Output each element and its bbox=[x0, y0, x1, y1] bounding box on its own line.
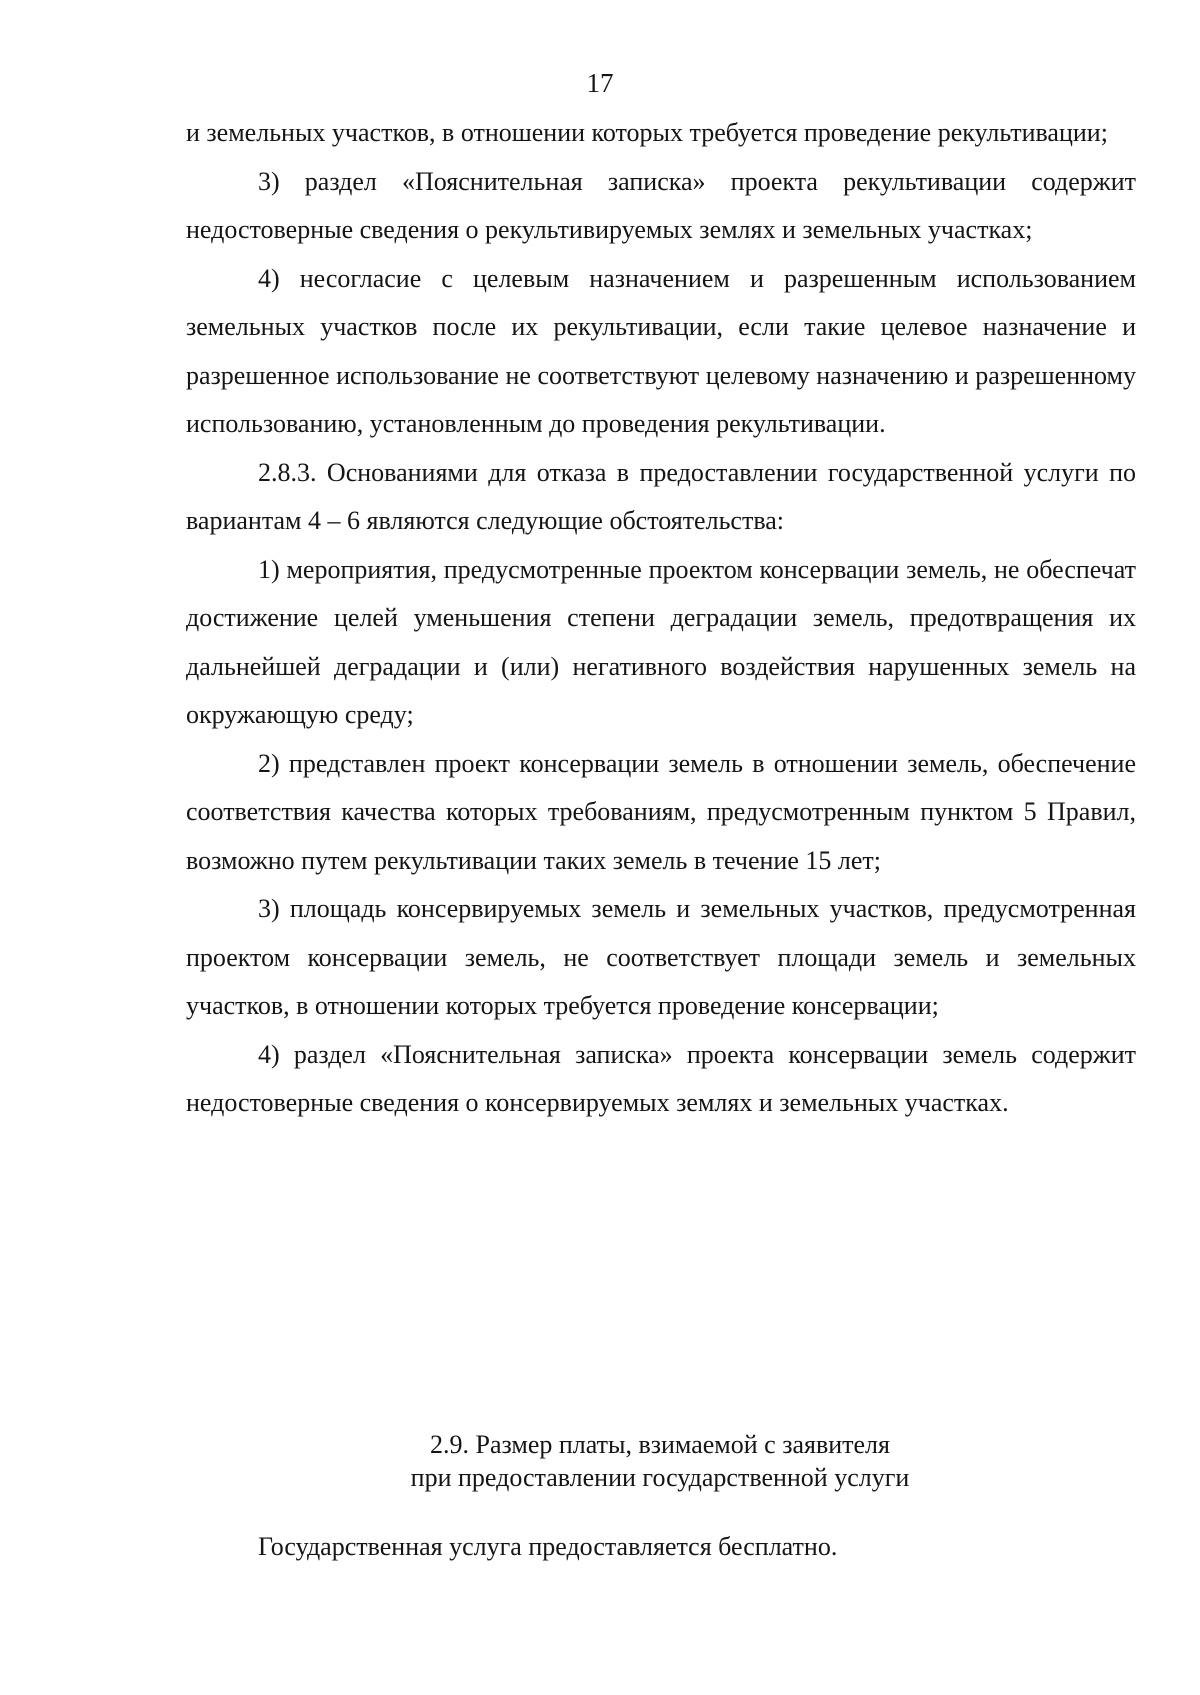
paragraph-section-2-8-3: 2.8.3. Основаниями для отказа в предоставлении государственной услуги по вариантам 4 – 6 являются следующие обстоятельства: bbox=[186, 457, 1136, 535]
paragraph-item-3-conservation: 3) площадь консервируемых земель и земельных участков, предусмотренная проектом консервации земель, не соответствует площади земель и земельных участков, в отношении которых требуется проведение консервации; bbox=[186, 894, 1136, 1020]
section-heading-line-1: 2.9. Размер платы, взимаемой с заявителя bbox=[429, 1430, 890, 1459]
paragraph-item-2-conservation: 2) представлен проект консервации земель в отношении земель, обеспечение соответствия качества которых требованиям, предусмотренным пунктом 5 Правил, возможно путем рекультивации таких земель в течение 15 лет; bbox=[186, 748, 1136, 875]
section-heading-line-2: при предоставлении государственной услуги bbox=[410, 1463, 910, 1492]
paragraph-item-3-reclamation: 3) раздел «Пояснительная записка» проекта рекультивации содержит недостоверные сведения о рекультивируемых землях и земельных участках; bbox=[186, 166, 1136, 244]
paragraph-item-4-reclamation: 4) несогласие с целевым назначением и разрешенным использованием земельных участков после их рекультивации, если такие целевое назначение и разрешенное использование не соответствуют целевому назначению и разрешенному использованию, установленным до проведения рекультивации. bbox=[186, 263, 1136, 438]
paragraph-item-4-conservation: 4) раздел «Пояснительная записка» проекта консервации земель содержит недостоверные сведения о консервируемых землях и земельных участках. bbox=[186, 1039, 1136, 1117]
section-heading-2-9 bbox=[0, 1428, 1200, 1494]
closing-statement: Государственная услуга предоставляется бесплатно. bbox=[258, 1532, 838, 1561]
page-number: 17 bbox=[586, 68, 614, 98]
paragraph-item-1-conservation: 1) мероприятия, предусмотренные проектом консервации земель, не обеспечат достижение целей уменьшения степени деградации земель, предотвращения их дальнейшей деградации и (или) негативного воздействия нарушенных земель на окружающую среду; bbox=[186, 554, 1136, 729]
paragraph-continuation: и земельных участков, в отношении которых требуется проведение рекультивации; bbox=[186, 118, 1108, 147]
document-body bbox=[186, 109, 1136, 1128]
